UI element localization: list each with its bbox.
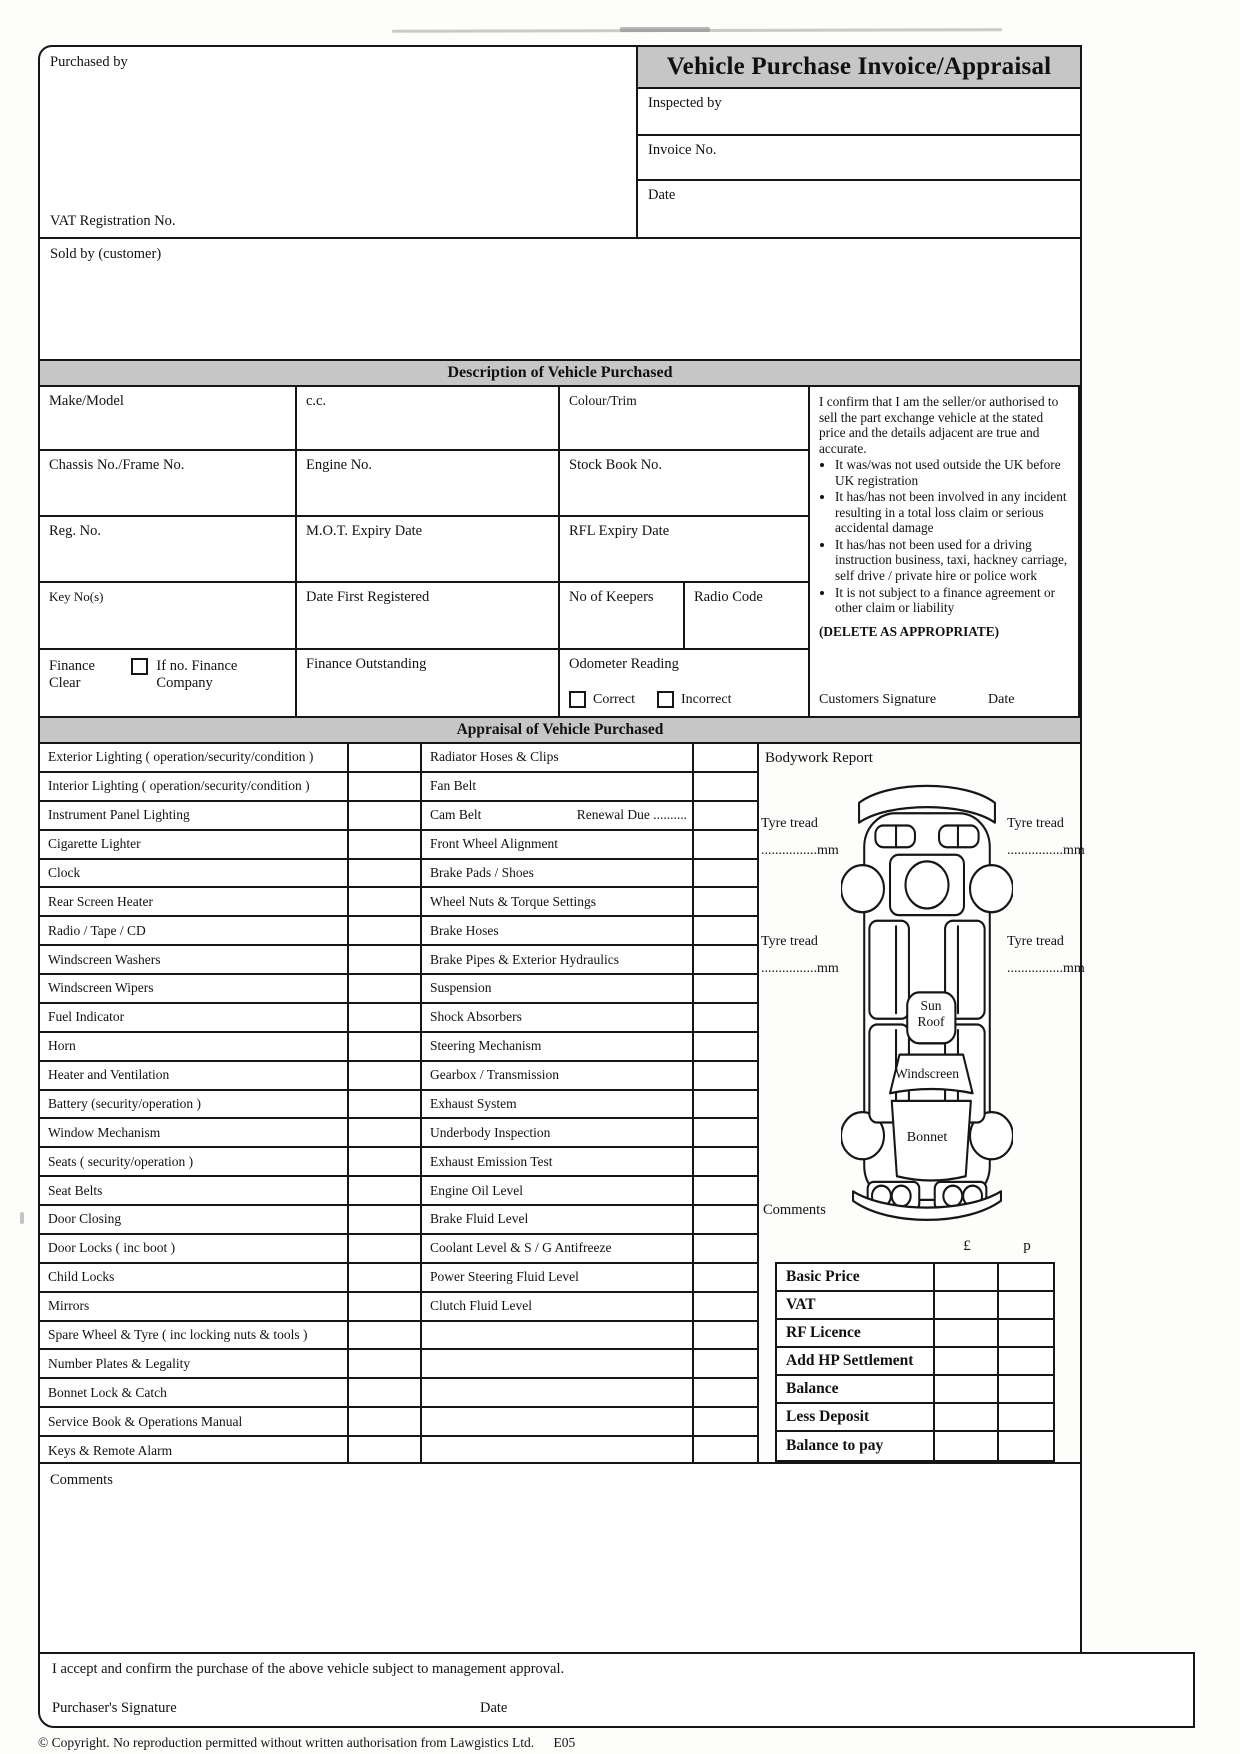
- form-code: E05: [553, 1735, 576, 1750]
- appraisal-item-label: Interior Lighting ( operation/security/condition ): [40, 773, 349, 802]
- bodywork-report-title: Bodywork Report: [765, 750, 873, 766]
- appraisal-check-cell[interactable]: [349, 1119, 420, 1148]
- price-pounds-cell[interactable]: [935, 1348, 999, 1376]
- price-pounds-cell[interactable]: [935, 1264, 999, 1292]
- appraisal-check-cell[interactable]: [349, 1350, 420, 1379]
- tyre-tread-right-bottom: [1007, 934, 1093, 977]
- appraisal-item-label: Keys & Remote Alarm: [40, 1437, 349, 1466]
- appraisal-item-label: Seats ( security/operation ): [40, 1148, 349, 1177]
- invoice-no-field[interactable]: [636, 134, 1082, 181]
- key-nos-field[interactable]: [40, 583, 297, 650]
- windscreen-label: Windscreen: [895, 1066, 959, 1081]
- appraisal-item-label: Bonnet Lock & Catch: [40, 1379, 349, 1408]
- appraisal-check-cell[interactable]: [349, 802, 420, 831]
- appraisal-item-label: Horn: [40, 1033, 349, 1062]
- appraisal-item-label: Gearbox / Transmission: [422, 1062, 694, 1091]
- price-pounds-cell[interactable]: [935, 1320, 999, 1348]
- description-grid: [38, 385, 1082, 718]
- price-pence-cell[interactable]: [999, 1292, 1053, 1320]
- price-row-label: Balance: [777, 1376, 935, 1404]
- mot-expiry-label: M.O.T. Expiry Date: [306, 523, 423, 539]
- appraisal-item-label: Brake Pads / Shoes: [422, 860, 694, 889]
- finance-outstanding-label: Finance Outstanding: [306, 656, 427, 672]
- mot-expiry-field[interactable]: [297, 517, 560, 583]
- appraisal-check-cell[interactable]: [694, 1379, 757, 1408]
- appraisal-item-label: Seat Belts: [40, 1177, 349, 1206]
- appraisal-item-label: Rear Screen Heater: [40, 888, 349, 917]
- appraisal-item-label: Heater and Ventilation: [40, 1062, 349, 1091]
- appraisal-item-label: Radio / Tape / CD: [40, 917, 349, 946]
- customers-signature-date-label[interactable]: Date: [988, 691, 1015, 707]
- sold-by-label: Sold by (customer): [50, 246, 162, 262]
- if-no-finance-label: If no. Finance Company: [156, 658, 238, 691]
- appraisal-check-cell[interactable]: [349, 946, 420, 975]
- price-row-label: RF Licence: [777, 1320, 935, 1348]
- date-field[interactable]: [636, 179, 1082, 239]
- appraisal-check-cell[interactable]: [349, 917, 420, 946]
- finance-clear-checkbox[interactable]: [131, 658, 148, 675]
- appraisal-item-label: Door Closing: [40, 1206, 349, 1235]
- odometer-correct-label: Correct: [593, 691, 635, 707]
- comments-label: Comments: [50, 1472, 113, 1488]
- appraisal-check-cell[interactable]: [694, 1033, 757, 1062]
- bodywork-comments-label: Comments: [763, 1202, 826, 1218]
- price-pence-cell[interactable]: [999, 1320, 1053, 1348]
- finance-clear-label: Finance Clear: [49, 658, 95, 691]
- price-row-label: Less Deposit: [777, 1404, 935, 1432]
- colour-trim-label: Colour/Trim: [569, 393, 637, 408]
- purchaser-signature-field[interactable]: Purchaser's Signature: [52, 1700, 177, 1716]
- appraisal-item-label: [422, 1408, 694, 1437]
- appraisal-item-label: Radiator Hoses & Clips: [422, 744, 694, 773]
- make-model-label: Make/Model: [49, 393, 124, 409]
- form-title-bar: [636, 45, 1082, 89]
- appraisal-item-label: Brake Hoses: [422, 917, 694, 946]
- acceptance-box: [38, 1652, 1195, 1728]
- appraisal-item-label: Steering Mechanism: [422, 1033, 694, 1062]
- appraisal-item-label: Exhaust System: [422, 1091, 694, 1120]
- appraisal-item-label: Service Book & Operations Manual: [40, 1408, 349, 1437]
- purchased-by-label: Purchased by: [50, 54, 128, 70]
- appraisal-check-cell[interactable]: [694, 888, 757, 917]
- make-model-field[interactable]: [40, 387, 297, 451]
- scan-artifact: [20, 1212, 24, 1224]
- appraisal-check-cell[interactable]: [349, 1062, 420, 1091]
- keepers-radio-cell: [560, 583, 810, 650]
- appraisal-check-cell[interactable]: [349, 1033, 420, 1062]
- appraisal-item-label: Mirrors: [40, 1293, 349, 1322]
- appraisal-item-label: Suspension: [422, 975, 694, 1004]
- tyre-tread-mm-field[interactable]: ................mm: [1007, 961, 1085, 976]
- inspected-by-label: Inspected by: [648, 95, 722, 111]
- tyre-tread-label: Tyre tread: [761, 816, 818, 831]
- appraisal-item-label: [422, 1350, 694, 1379]
- appraisal-checklist-left: [38, 742, 422, 1468]
- appraisal-item-label: [422, 1322, 694, 1351]
- appraisal-check-cell[interactable]: [349, 975, 420, 1004]
- appraisal-check-cell[interactable]: [349, 1091, 420, 1120]
- declaration-bullet-list: [819, 457, 1069, 615]
- appraisal-item-label: Underbody Inspection: [422, 1119, 694, 1148]
- appraisal-check-cell[interactable]: [694, 1235, 757, 1264]
- reg-no-label: Reg. No.: [49, 523, 101, 539]
- description-section-title: Description of Vehicle Purchased: [447, 364, 673, 381]
- appraisal-check-cell[interactable]: [694, 1062, 757, 1091]
- declaration-bullet: • It is not subject to a finance agreement or other claim or liability: [835, 585, 1069, 616]
- car-top-view-diagram[interactable]: [841, 768, 1013, 1230]
- appraisal-check-cell[interactable]: [694, 1148, 757, 1177]
- sun-roof-label: Sun Roof: [917, 998, 945, 1029]
- appraisal-item-label: Clutch Fluid Level: [422, 1293, 694, 1322]
- finance-clear-field: [40, 650, 297, 716]
- appraisal-section-title: Appraisal of Vehicle Purchased: [456, 721, 664, 738]
- sold-by-customer-field[interactable]: [38, 237, 1082, 361]
- cc-label: c.c.: [306, 393, 327, 409]
- appraisal-check-cell[interactable]: [349, 1408, 420, 1437]
- price-pounds-cell[interactable]: [935, 1376, 999, 1404]
- appraisal-item-label: Shock Absorbers: [422, 1004, 694, 1033]
- tyre-tread-left-bottom: [761, 934, 847, 977]
- no-of-keepers-field[interactable]: [560, 583, 685, 648]
- appraisal-item-label: Brake Fluid Level: [422, 1206, 694, 1235]
- stock-book-no-field[interactable]: [560, 451, 810, 517]
- price-pence-cell[interactable]: [999, 1432, 1053, 1460]
- appraisal-item-label: Exhaust Emission Test: [422, 1148, 694, 1177]
- appraisal-check-cell[interactable]: [349, 1264, 420, 1293]
- copyright-footer: [38, 1735, 575, 1751]
- price-pence-cell[interactable]: [999, 1376, 1053, 1404]
- appraisal-item-label: Power Steering Fluid Level: [422, 1264, 694, 1293]
- purchased-by-field[interactable]: [38, 45, 638, 239]
- declaration-bullet: • It has/has not been used for a driving instruction business, taxi, hackney carriage, self drive / private hire or police work: [835, 537, 1069, 584]
- date-label: Date: [648, 187, 676, 203]
- stock-book-no-label: Stock Book No.: [569, 457, 663, 473]
- bodywork-report-panel: [757, 742, 1085, 1464]
- appraisal-check-cell[interactable]: [694, 1264, 757, 1293]
- price-pounds-cell[interactable]: [935, 1432, 999, 1460]
- rfl-expiry-field[interactable]: [560, 517, 810, 583]
- appraisal-item-label: Battery (security/operation ): [40, 1091, 349, 1120]
- appraisal-checklist-middle: [420, 742, 759, 1468]
- invoice-no-label: Invoice No.: [648, 142, 717, 158]
- appraisal-check-cell[interactable]: [349, 1293, 420, 1322]
- appraisal-item-label: Cigarette Lighter: [40, 831, 349, 860]
- engine-no-field[interactable]: [297, 451, 560, 517]
- pound-column-header: £: [963, 1238, 971, 1254]
- reg-no-field[interactable]: [40, 517, 297, 583]
- appraisal-check-cell[interactable]: [349, 860, 420, 889]
- odometer-reading-label: Odometer Reading: [569, 656, 679, 672]
- appraisal-check-cell[interactable]: [694, 860, 757, 889]
- appraisal-item-label: Number Plates & Legality: [40, 1350, 349, 1379]
- declaration-bullet: • It was/was not used outside the UK before UK registration: [835, 457, 1069, 488]
- tyre-tread-label: Tyre tread: [1007, 816, 1064, 831]
- seller-declaration-panel: [810, 387, 1080, 716]
- appraisal-check-cell[interactable]: [694, 773, 757, 802]
- appraisal-check-cell[interactable]: [694, 1119, 757, 1148]
- appraisal-check-cell[interactable]: [349, 1177, 420, 1206]
- scan-artifact: [620, 27, 710, 32]
- date-first-registered-label: Date First Registered: [306, 589, 430, 605]
- appraisal-item-label: Child Locks: [40, 1264, 349, 1293]
- bonnet-label: Bonnet: [906, 1130, 948, 1145]
- rfl-expiry-label: RFL Expiry Date: [569, 523, 670, 539]
- appraisal-item-label: Windscreen Wipers: [40, 975, 349, 1004]
- finance-outstanding-field[interactable]: [297, 650, 560, 716]
- appraisal-check-cell[interactable]: [694, 975, 757, 1004]
- tyre-tread-label: Tyre tread: [761, 934, 818, 949]
- tyre-tread-left-top: [761, 816, 847, 859]
- appraisal-check-cell[interactable]: [694, 831, 757, 860]
- price-pence-cell[interactable]: [999, 1348, 1053, 1376]
- appraisal-item-label: Cam Belt Renewal Due ..........: [422, 802, 694, 831]
- price-pence-cell[interactable]: [999, 1404, 1053, 1432]
- key-nos-label: Key No(s): [49, 589, 104, 604]
- appraisal-item-label: Exterior Lighting ( operation/security/condition ): [40, 744, 349, 773]
- appraisal-check-cell[interactable]: [694, 802, 757, 831]
- price-row-label: VAT: [777, 1292, 935, 1320]
- appraisal-item-label: Fuel Indicator: [40, 1004, 349, 1033]
- engine-no-label: Engine No.: [306, 457, 373, 473]
- customers-signature-label[interactable]: Customers Signature: [819, 691, 937, 707]
- appraisal-check-cell[interactable]: [694, 1350, 757, 1379]
- purchaser-date-field[interactable]: Date: [480, 1700, 508, 1716]
- appraisal-check-cell[interactable]: [349, 1379, 420, 1408]
- odometer-correct-checkbox[interactable]: [569, 691, 586, 708]
- appraisal-item-label: Coolant Level & S / G Antifreeze: [422, 1235, 694, 1264]
- appraisal-check-cell[interactable]: [349, 1148, 420, 1177]
- appraisal-item-label: Wheel Nuts & Torque Settings: [422, 888, 694, 917]
- declaration-bullet: • It has/has not been involved in any incident resulting in a total loss claim or serious accidental damage: [835, 489, 1069, 536]
- radio-code-label: Radio Code: [694, 589, 763, 605]
- price-pounds-cell[interactable]: [935, 1404, 999, 1432]
- chassis-no-label: Chassis No./Frame No.: [49, 457, 185, 473]
- appraisal-item-label: Spare Wheel & Tyre ( inc locking nuts & tools ): [40, 1322, 349, 1351]
- appraisal-item-label: Clock: [40, 860, 349, 889]
- acceptance-text: I accept and confirm the purchase of the above vehicle subject to management approval.: [52, 1661, 565, 1677]
- appraisal-check-cell[interactable]: [694, 1206, 757, 1235]
- appraisal-item-label: Fan Belt: [422, 773, 694, 802]
- comments-field[interactable]: [38, 1462, 1082, 1654]
- appraisal-check-cell[interactable]: [694, 946, 757, 975]
- price-row-label: Balance to pay: [777, 1432, 935, 1460]
- appraisal-item-label: Brake Pipes & Exterior Hydraulics: [422, 946, 694, 975]
- radio-code-field[interactable]: [685, 583, 808, 648]
- chassis-no-field[interactable]: [40, 451, 297, 517]
- appraisal-check-cell[interactable]: [694, 744, 757, 773]
- odometer-incorrect-label: Incorrect: [680, 691, 732, 707]
- appraisal-check-cell[interactable]: [694, 1322, 757, 1351]
- declaration-intro: I confirm that I am the seller/or authorised to sell the part exchange vehicle at the stated price and the details adjacent are true and accurate.: [819, 394, 1059, 456]
- odometer-reading-field: [560, 650, 810, 716]
- appraisal-item-label: Window Mechanism: [40, 1119, 349, 1148]
- appraisal-item-label: Instrument Panel Lighting: [40, 802, 349, 831]
- price-row-label: Basic Price: [777, 1264, 935, 1292]
- description-section-header: [38, 359, 1082, 387]
- appraisal-check-cell[interactable]: [349, 888, 420, 917]
- appraisal-item-label: Engine Oil Level: [422, 1177, 694, 1206]
- price-row-label: Add HP Settlement: [777, 1348, 935, 1376]
- appraisal-check-cell[interactable]: [349, 773, 420, 802]
- appraisal-check-cell[interactable]: [349, 1322, 420, 1351]
- appraisal-check-cell[interactable]: [694, 1004, 757, 1033]
- appraisal-check-cell[interactable]: [349, 1206, 420, 1235]
- appraisal-check-cell[interactable]: [349, 1235, 420, 1264]
- appraisal-check-cell[interactable]: [694, 917, 757, 946]
- appraisal-check-cell[interactable]: [349, 744, 420, 773]
- vat-registration-label: VAT Registration No.: [50, 213, 176, 229]
- appraisal-item-label: Front Wheel Alignment: [422, 831, 694, 860]
- appraisal-check-cell[interactable]: [694, 1408, 757, 1437]
- tyre-tread-mm-field[interactable]: ................mm: [1007, 843, 1085, 858]
- price-table: [775, 1262, 1055, 1462]
- no-of-keepers-label: No of Keepers: [569, 589, 654, 605]
- appraisal-check-cell[interactable]: [694, 1293, 757, 1322]
- tyre-tread-right-top: [1007, 816, 1093, 859]
- appraisal-item-label: Windscreen Washers: [40, 946, 349, 975]
- appraisal-section-header: [38, 716, 1082, 744]
- copyright-text: © Copyright. No reproduction permitted without written authorisation from Lawgistics Ltd.: [38, 1735, 535, 1750]
- pence-column-header: p: [1023, 1238, 1031, 1254]
- appraisal-check-cell[interactable]: [349, 1004, 420, 1033]
- tyre-tread-label: Tyre tread: [1007, 934, 1064, 949]
- delete-as-appropriate-note: (DELETE AS APPROPRIATE): [819, 623, 1000, 639]
- appraisal-check-cell[interactable]: [349, 831, 420, 860]
- odometer-incorrect-checkbox[interactable]: [657, 691, 674, 708]
- price-pounds-cell[interactable]: [935, 1292, 999, 1320]
- price-pence-cell[interactable]: [999, 1264, 1053, 1292]
- appraisal-item-label: Door Locks ( inc boot ): [40, 1235, 349, 1264]
- appraisal-check-cell[interactable]: [694, 1177, 757, 1206]
- date-first-registered-field[interactable]: [297, 583, 560, 650]
- page-title: Vehicle Purchase Invoice/Appraisal: [666, 53, 1052, 80]
- appraisal-item-label: [422, 1379, 694, 1408]
- cc-field[interactable]: [297, 387, 560, 451]
- colour-trim-field[interactable]: [560, 387, 810, 451]
- tyre-tread-mm-field[interactable]: ................mm: [761, 843, 839, 858]
- inspected-by-field[interactable]: [636, 87, 1082, 136]
- appraisal-check-cell[interactable]: [694, 1091, 757, 1120]
- tyre-tread-mm-field[interactable]: ................mm: [761, 961, 839, 976]
